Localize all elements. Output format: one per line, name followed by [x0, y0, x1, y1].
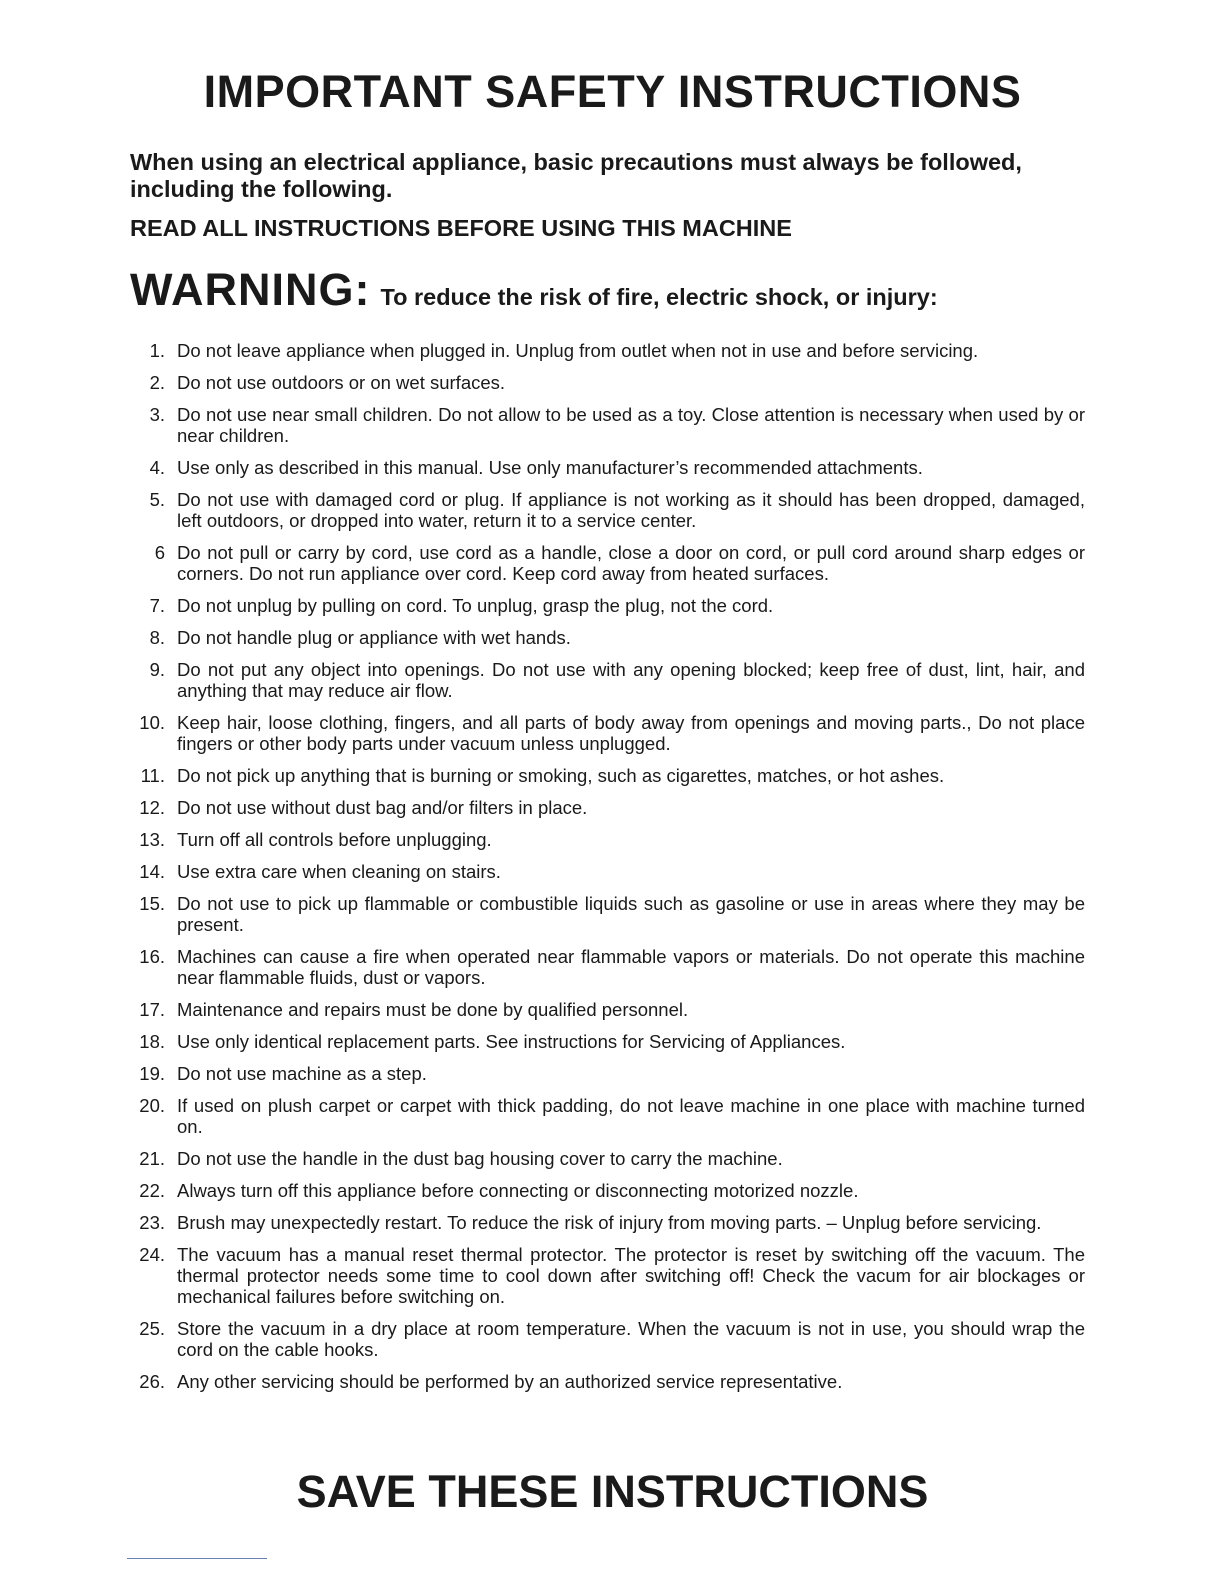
instruction-number: 13.: [139, 829, 165, 850]
instruction-number: 19.: [139, 1063, 165, 1084]
instruction-text: Do not unplug by pulling on cord. To unplug, grasp the plug, not the cord.: [177, 595, 774, 616]
instruction-item: [125, 1148, 1085, 1169]
instruction-text: Store the vacuum in a dry place at room temperature. When the vacuum is not in use, you should wrap the cord on the cable hooks.: [177, 1318, 1085, 1360]
instruction-text: Do not use the handle in the dust bag housing cover to carry the machine.: [177, 1148, 783, 1169]
instruction-item: [125, 1063, 1085, 1084]
instruction-item: [125, 712, 1085, 754]
instruction-text: Do not use near small children. Do not allow to be used as a toy. Close attention is necessary when used by or near children.: [177, 404, 1085, 446]
instruction-text: Turn off all controls before unplugging.: [177, 829, 492, 850]
instruction-item: [125, 1212, 1085, 1233]
instruction-number: 3.: [149, 404, 165, 425]
instruction-text: Do not pull or carry by cord, use cord as a handle, close a door on cord, or pull cord around sharp edges or corners. Do not run appliance over cord. Keep cord away from heated surfaces.: [177, 542, 1085, 584]
footer-title: SAVE THESE INSTRUCTIONS: [296, 1466, 929, 1517]
instruction-item: [125, 797, 1085, 818]
instruction-item: [125, 829, 1085, 850]
instruction-item: [125, 404, 1085, 446]
instruction-text: Do not use machine as a step.: [177, 1063, 427, 1084]
instruction-text: Brush may unexpectedly restart. To reduce the risk of injury from moving parts. – Unplug before servicing.: [177, 1212, 1042, 1233]
instruction-item: [125, 659, 1085, 701]
instruction-item: [125, 765, 1085, 786]
instruction-number: 26.: [139, 1371, 165, 1392]
instruction-text: Machines can cause a fire when operated near flammable vapors or materials. Do not operate this machine near flammable fluids, dust or vapors.: [177, 946, 1085, 988]
instruction-text: If used on plush carpet or carpet with thick padding, do not leave machine in one place with machine turned on.: [177, 1095, 1085, 1137]
instruction-item: [125, 946, 1085, 988]
instruction-number: 8.: [149, 627, 165, 648]
instruction-text: Use only as described in this manual. Use only manufacturer’s recommended attachments.: [177, 457, 923, 478]
instruction-text: Do not pick up anything that is burning or smoking, such as cigarettes, matches, or hot ashes.: [177, 765, 945, 786]
page-title: IMPORTANT SAFETY INSTRUCTIONS: [203, 66, 1022, 117]
instruction-number: 7.: [149, 595, 165, 616]
instruction-number: 17.: [139, 999, 165, 1020]
instruction-item: [125, 861, 1085, 882]
instruction-number: 14.: [139, 861, 165, 882]
instruction-item: [125, 1180, 1085, 1201]
footer-rule: [127, 1558, 267, 1559]
instruction-item: [125, 542, 1085, 584]
instruction-text: Do not use without dust bag and/or filters in place.: [177, 797, 588, 818]
instruction-item: [125, 1095, 1085, 1137]
instruction-item: [125, 489, 1085, 531]
instruction-text: Use only identical replacement parts. See instructions for Servicing of Appliances.: [177, 1031, 846, 1052]
read-all-notice: READ ALL INSTRUCTIONS BEFORE USING THIS MACHINE: [130, 215, 792, 241]
instruction-item: [125, 1244, 1085, 1307]
instruction-text: Do not put any object into openings. Do not use with any opening blocked; keep free of dust, lint, hair, and anything that may reduce air flow.: [177, 659, 1085, 701]
instruction-item: [125, 893, 1085, 935]
instruction-item: [125, 1371, 1085, 1392]
instruction-number: 9.: [149, 659, 165, 680]
instruction-text: Do not use outdoors or on wet surfaces.: [177, 372, 506, 393]
intro-text: When using an electrical appliance, basic precautions must always be followed, including the following.: [130, 149, 1022, 202]
instruction-number: 22.: [139, 1180, 165, 1201]
instruction-number: 16.: [139, 946, 165, 967]
instruction-number: 2.: [149, 372, 165, 393]
instruction-item: [125, 372, 1085, 393]
instruction-item: [125, 595, 1085, 616]
warning-text: To reduce the risk of fire, electric shock, or injury:: [380, 284, 938, 310]
instruction-number: 4.: [149, 457, 165, 478]
instruction-number: 21.: [139, 1148, 165, 1169]
instruction-number: 6: [154, 542, 165, 563]
instruction-number: 20.: [139, 1095, 165, 1116]
instruction-number: 5.: [149, 489, 165, 510]
instruction-text: Do not use to pick up flammable or combustible liquids such as gasoline or use in areas where they may be present.: [177, 893, 1085, 935]
instruction-text: Use extra care when cleaning on stairs.: [177, 861, 501, 882]
instruction-item: [125, 627, 1085, 648]
instruction-item: [125, 999, 1085, 1020]
instructions-list: [125, 340, 1085, 1403]
instruction-text: Do not leave appliance when plugged in. Unplug from outlet when not in use and before servicing.: [177, 340, 979, 361]
instruction-text: Do not handle plug or appliance with wet hands.: [177, 627, 571, 648]
instruction-item: [125, 457, 1085, 478]
instruction-number: 1.: [149, 340, 165, 361]
instruction-number: 24.: [139, 1244, 165, 1265]
instruction-number: 10.: [139, 712, 165, 733]
warning-heading: [130, 264, 938, 316]
instruction-number: 23.: [139, 1212, 165, 1233]
instruction-number: 11.: [140, 765, 165, 786]
instruction-number: 12.: [139, 797, 165, 818]
instruction-item: [125, 340, 1085, 361]
instruction-number: 25.: [139, 1318, 165, 1339]
instruction-text: Maintenance and repairs must be done by qualified personnel.: [177, 999, 689, 1020]
instruction-item: [125, 1318, 1085, 1360]
instruction-item: [125, 1031, 1085, 1052]
instruction-text: Any other servicing should be performed by an authorized service representative.: [177, 1371, 843, 1392]
instruction-text: The vacuum has a manual reset thermal protector. The protector is reset by switching off the vacuum. The thermal protector needs some time to cool down after switching off! Check the vacum for air blockages or mechanical failures before switching on.: [177, 1244, 1085, 1307]
instruction-number: 18.: [139, 1031, 165, 1052]
instruction-text: Do not use with damaged cord or plug. If appliance is not working as it should has been dropped, damaged, left outdoors, or dropped into water, return it to a service center.: [177, 489, 1085, 531]
instruction-text: Always turn off this appliance before connecting or disconnecting motorized nozzle.: [177, 1180, 859, 1201]
instruction-number: 15.: [139, 893, 165, 914]
warning-label: WARNING:: [130, 264, 371, 315]
instruction-text: Keep hair, loose clothing, fingers, and all parts of body away from openings and moving parts., Do not place fingers or other body parts under vacuum unless unplugged.: [177, 712, 1085, 754]
